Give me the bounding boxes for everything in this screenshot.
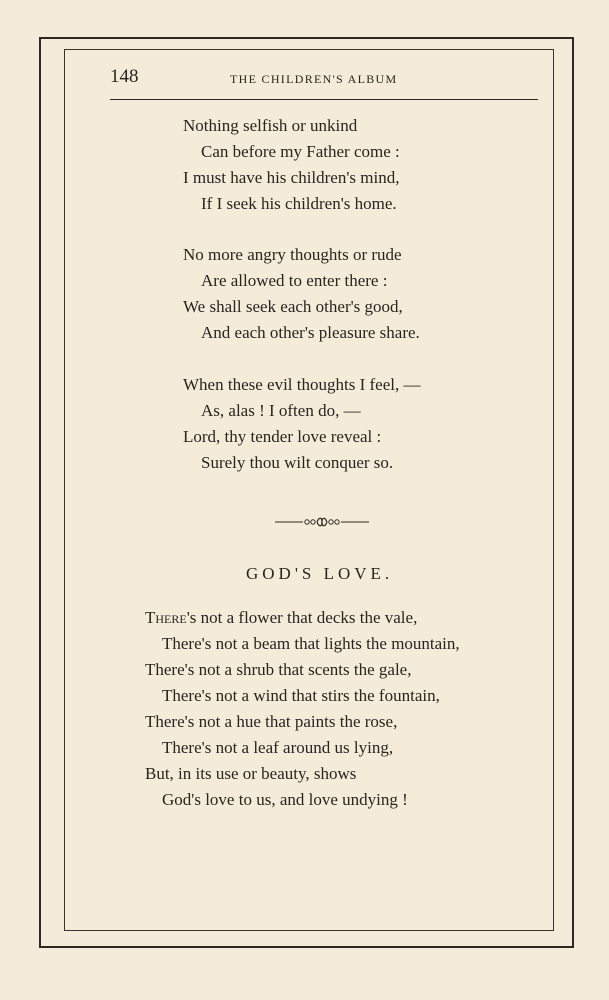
- poem-gods-love: [145, 605, 460, 813]
- verse-line: Nothing selfish or unkind: [183, 116, 358, 135]
- stanza-3: [183, 372, 420, 476]
- verse-line: Lord, thy tender love reveal :: [183, 427, 382, 446]
- verse-line: I must have his children's mind,: [183, 168, 400, 187]
- ornament-divider: [275, 515, 369, 529]
- verse-line: God's love to us, and love undying !: [162, 790, 408, 809]
- verse-line: There's not a leaf around us lying,: [162, 738, 394, 757]
- verse-line: Surely thou wilt conquer so.: [201, 453, 394, 472]
- verse-line: There's not a beam that lights the mountain,: [162, 634, 460, 653]
- verse-line: There's not a shrub that scents the gale,: [145, 660, 412, 679]
- first-line-rest: 's not a flower that decks the vale,: [186, 608, 418, 627]
- verse-line: There's not a wind that stirs the fountain,: [162, 686, 440, 705]
- verse-line: There's not a hue that paints the rose,: [145, 712, 398, 731]
- verse-line: Can before my Father come :: [201, 142, 400, 161]
- verse-line: If I seek his children's home.: [201, 194, 397, 213]
- verse-line: We shall seek each other's good,: [183, 297, 403, 316]
- stanza-1: [183, 113, 400, 217]
- verse-line: And each other's pleasure share.: [201, 323, 420, 342]
- verse-line: No more angry thoughts or rude: [183, 245, 402, 264]
- header-rule: [110, 99, 538, 100]
- section-title: GOD'S LOVE.: [246, 564, 394, 583]
- verse-line: As, alas ! I often do, —: [201, 401, 361, 420]
- verse-line: But, in its use or beauty, shows: [145, 764, 357, 783]
- drop-word: There: [145, 608, 187, 627]
- verse-line: Are allowed to enter there :: [201, 271, 388, 290]
- page-header: [110, 66, 538, 96]
- running-title: THE CHILDREN'S ALBUM: [230, 72, 398, 86]
- verse-line: [145, 605, 460, 631]
- stanza-2: [183, 242, 420, 346]
- page-number: 148: [110, 66, 139, 87]
- verse-line: When these evil thoughts I feel, —: [183, 375, 421, 394]
